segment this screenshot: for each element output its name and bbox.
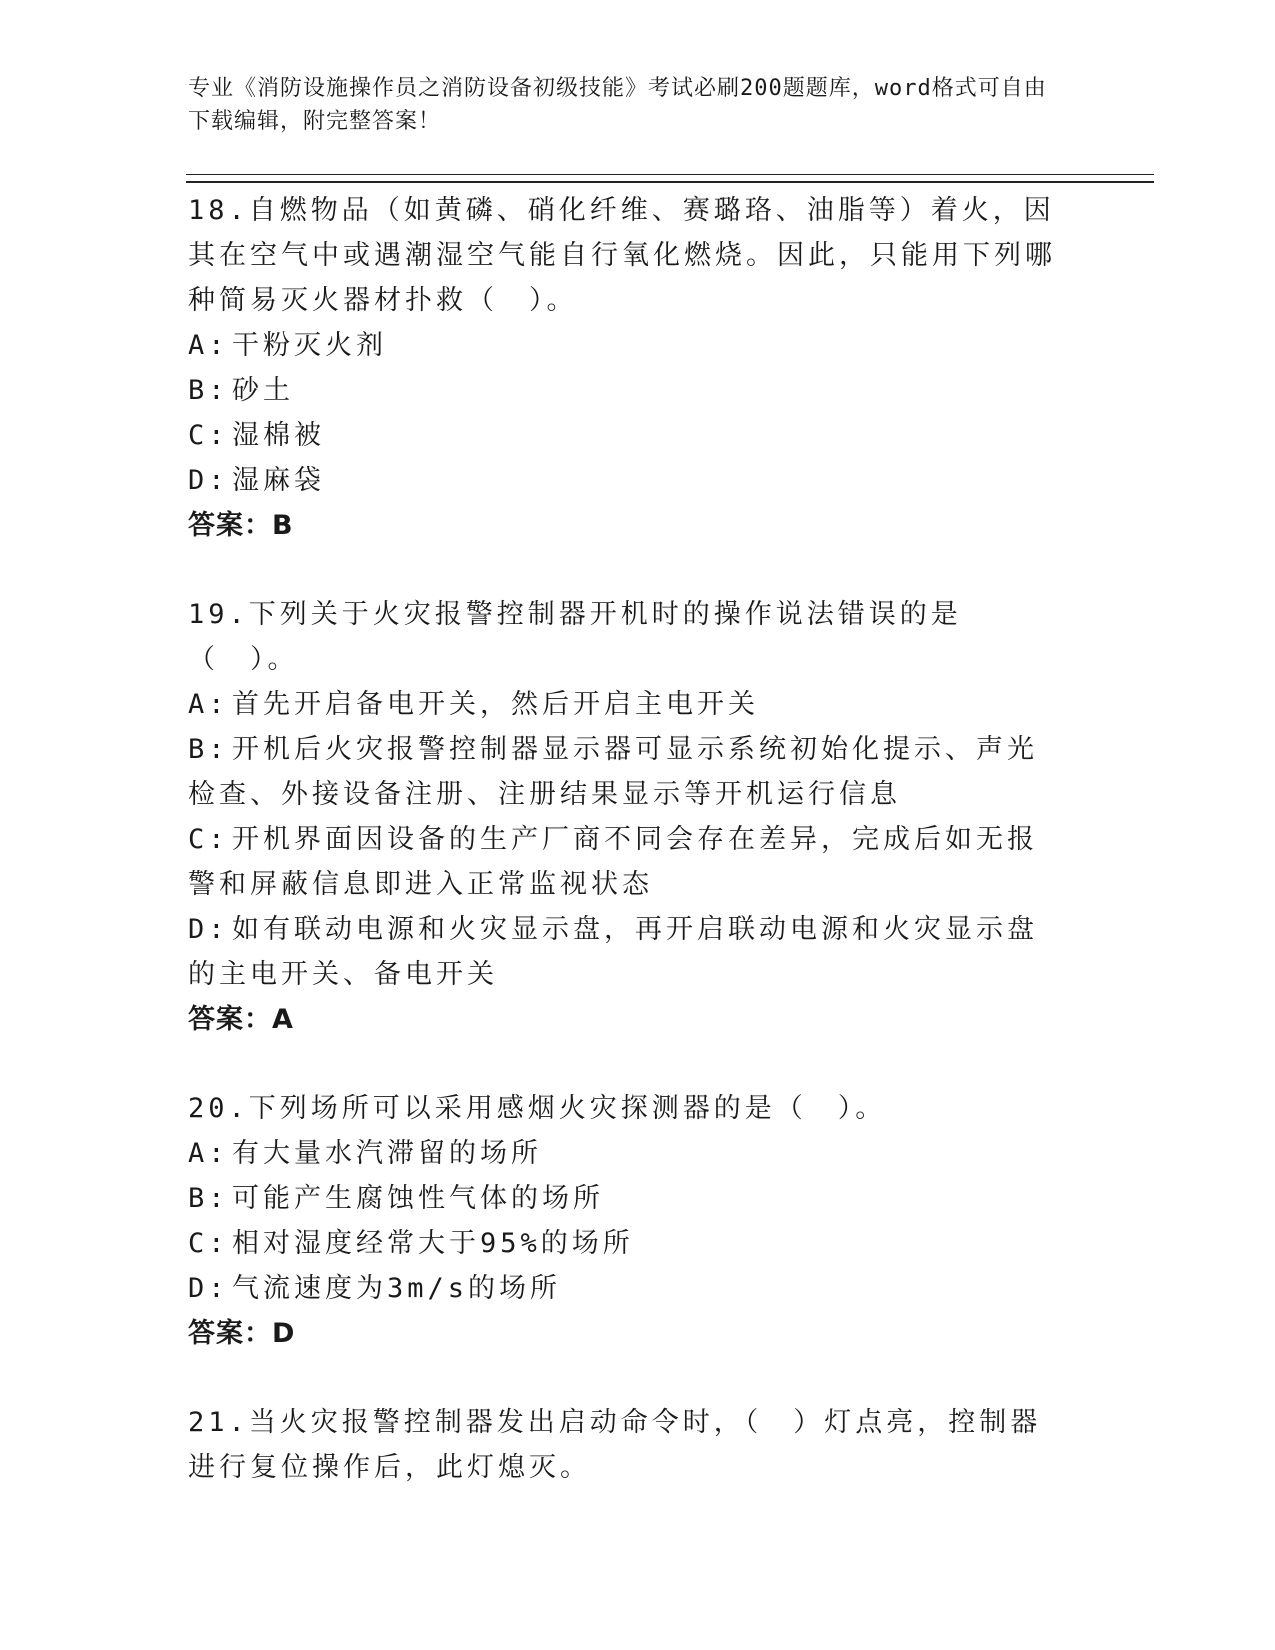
option-text: 砂土 (232, 375, 294, 406)
question-18 (188, 188, 1068, 548)
question-list (188, 188, 1068, 1514)
question-20 (188, 1086, 1068, 1356)
question-stem: 19.下列关于火灾报警控制器开机时的操作说法错误的是（ ）。 (188, 599, 962, 675)
option-c (188, 413, 1068, 458)
option-a (188, 323, 1068, 368)
option-text: 首先开启备电开关，然后开启主电开关 (232, 689, 759, 720)
document-header (188, 72, 1068, 138)
question-stem: 21.当火灾报警控制器发出启动命令时，（ ）灯点亮，控制器进行复位操作后，此灯熄灭。 (188, 1407, 1042, 1483)
option-key: C: (188, 824, 229, 855)
option-text: 开机界面因设备的生产厂商不同会存在差异，完成后如无报警和屏蔽信息即进入正常监视状态 (188, 824, 1038, 900)
option-key: A: (188, 689, 229, 720)
option-key: D: (188, 914, 229, 945)
header-rule-thin (186, 174, 1154, 175)
option-key: A: (188, 330, 229, 361)
option-key: C: (188, 420, 229, 451)
question-stem: 20.下列场所可以采用感烟火灾探测器的是（ ）。 (188, 1093, 887, 1124)
option-b (188, 368, 1068, 413)
question-stem: 18.自燃物品（如黄磷、硝化纤维、赛璐珞、油脂等）着火，因其在空气中或遇潮湿空气能自行氧化燃烧。因此，只能用下列哪种简易灭火器材扑救（ ）。 (188, 195, 1056, 316)
option-text: 干粉灭火剂 (232, 330, 387, 361)
option-d (188, 1266, 1068, 1311)
option-text: 相对湿度经常大于95%的场所 (232, 1228, 634, 1259)
header-rule-thick (186, 181, 1154, 183)
option-text: 气流速度为3m/s的场所 (232, 1273, 562, 1304)
option-key: A: (188, 1138, 229, 1169)
option-d (188, 458, 1068, 503)
option-c (188, 1221, 1068, 1266)
option-text: 开机后火灾报警控制器显示器可显示系统初始化提示、声光检查、外接设备注册、注册结果显示等开机运行信息 (188, 734, 1038, 810)
question-21 (188, 1400, 1068, 1490)
option-key: D: (188, 465, 229, 496)
option-a (188, 682, 1068, 727)
question-19 (188, 592, 1068, 1042)
option-key: B: (188, 734, 229, 765)
option-b (188, 1176, 1068, 1221)
answer-line: 答案：D (188, 1318, 296, 1349)
document-title: 专业《消防设施操作员之消防设备初级技能》考试必刷200题题库，word格式可自由下载编辑，附完整答案！ (188, 76, 1047, 134)
option-a (188, 1131, 1068, 1176)
option-c (188, 817, 1068, 907)
option-text: 湿麻袋 (232, 465, 325, 496)
answer-line: 答案：A (188, 1004, 294, 1035)
answer-line: 答案：B (188, 510, 294, 541)
option-text: 可能产生腐蚀性气体的场所 (232, 1183, 604, 1214)
option-b (188, 727, 1068, 817)
option-text: 湿棉被 (232, 420, 325, 451)
option-text: 有大量水汽滞留的场所 (232, 1138, 542, 1169)
option-key: C: (188, 1228, 229, 1259)
option-d (188, 907, 1068, 997)
option-key: B: (188, 375, 229, 406)
option-key: D: (188, 1273, 229, 1304)
option-text: 如有联动电源和火灾显示盘，再开启联动电源和火灾显示盘的主电开关、备电开关 (188, 914, 1038, 990)
option-key: B: (188, 1183, 229, 1214)
